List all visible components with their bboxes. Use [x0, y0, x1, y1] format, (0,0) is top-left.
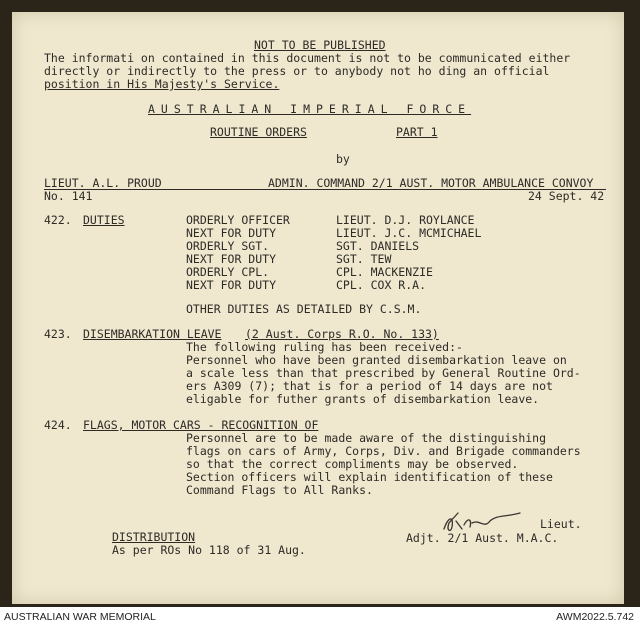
duty-name: SGT. DANIELS	[336, 239, 420, 253]
duty-role: ORDERLY SGT.	[186, 239, 270, 253]
order-424-line: Command Flags to All Ranks.	[186, 483, 373, 497]
order-424-line: so that the correct compliments may be observed.	[186, 457, 519, 471]
signatory-appointment: Adjt. 2/1 Aust. M.A.C.	[406, 531, 559, 545]
classification-heading: NOT TO BE PUBLISHED	[254, 38, 386, 52]
distribution-text: As per ROs No 118 of 31 Aug.	[112, 543, 306, 557]
by-label: by	[336, 152, 350, 166]
subtitle-routine-orders: ROUTINE ORDERS	[210, 125, 307, 139]
issuer-rule	[44, 189, 606, 190]
duty-role: NEXT FOR DUTY	[186, 226, 277, 240]
order-423-line: eligable for futher grants of disembarkation leave.	[186, 392, 540, 406]
order-423-line: Personnel who have been granted disembarkation leave on	[186, 353, 567, 367]
order-424-number: 424.	[44, 418, 72, 432]
issuer-command: ADMIN. COMMAND 2/1 AUST. MOTOR AMBULANCE CONVOY	[268, 176, 594, 190]
duty-name: LIEUT. D.J. ROYLANCE	[336, 213, 475, 227]
duty-role: NEXT FOR DUTY	[186, 278, 277, 292]
order-423-reference: (2 Aust. Corps R.O. No. 133)	[245, 327, 439, 341]
order-424-line: flags on cars of Army, Corps, Div. and Brigade commanders	[186, 444, 581, 458]
archive-footer	[0, 607, 640, 627]
order-424-line: Section officers will explain identification of these	[186, 470, 553, 484]
notice-line-2: directly or indirectly to the press or to anybody not ho ding an official	[44, 64, 550, 78]
issuer-name: LIEUT. A.L. PROUD	[44, 176, 162, 190]
order-424-line: Personnel are to be made aware of the distinguishing	[186, 431, 547, 445]
subtitle-part: PART 1	[396, 125, 438, 139]
order-423-line: a scale less than that prescribed by General Routine Ord-	[186, 366, 581, 380]
order-422-number: 422.	[44, 213, 72, 227]
duty-role: ORDERLY CPL.	[186, 265, 270, 279]
footer-accession-number: AWM2022.5.742	[556, 611, 634, 623]
footer-institution: AUSTRALIAN WAR MEMORIAL	[4, 611, 156, 623]
duty-role: NEXT FOR DUTY	[186, 252, 277, 266]
notice-line-1: The informati on contained in this document is not to be communicated either	[44, 51, 571, 65]
order-date: 24 Sept. 42	[528, 189, 605, 203]
duty-name: SGT. TEW	[336, 252, 392, 266]
document-title: AUSTRALIAN IMPERIAL FORCE	[148, 102, 472, 116]
duty-name: LIEUT. J.C. MCMICHAEL	[336, 226, 482, 240]
duty-role: ORDERLY OFFICER	[186, 213, 290, 227]
duty-name: CPL. COX R.A.	[336, 278, 427, 292]
notice-line-3: position in His Majesty's Service.	[44, 77, 280, 91]
signatory-rank: Lieut.	[540, 517, 582, 531]
duty-name: CPL. MACKENZIE	[336, 265, 433, 279]
other-duties-note: OTHER DUTIES AS DETAILED BY C.S.M.	[186, 302, 422, 316]
order-423-line: The following ruling has been received:-	[186, 340, 463, 354]
order-423-line: ers A309 (7); that is for a period of 14 days are not	[186, 379, 553, 393]
order-number: No. 141	[44, 189, 93, 203]
order-422-heading: DUTIES	[83, 213, 125, 227]
order-424-heading: FLAGS, MOTOR CARS - RECOGNITION OF	[83, 418, 319, 432]
order-423-heading: DISEMBARKATION LEAVE	[83, 327, 222, 341]
order-423-number: 423.	[44, 327, 72, 341]
distribution-heading: DISTRIBUTION	[112, 530, 196, 544]
